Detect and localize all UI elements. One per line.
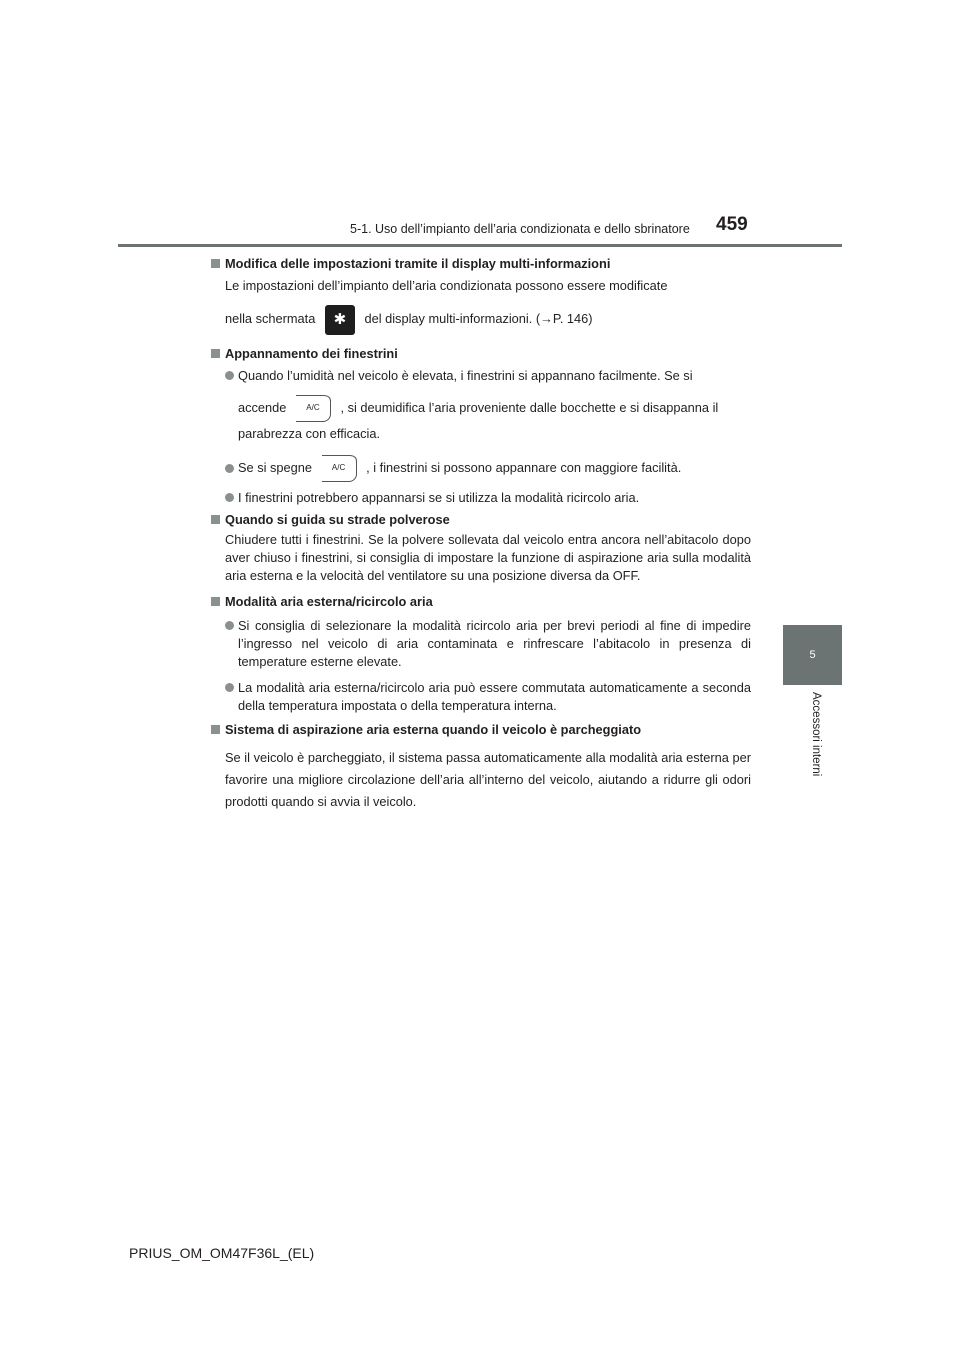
round-bullet-icon xyxy=(225,464,234,473)
square-bullet-icon xyxy=(211,515,220,524)
list-item: Si consiglia di selezionare la modalità ricircolo aria per brevi periodi al fine di impedire l’ingresso nel veicolo di aria contaminata e rinfrescare l’abitacolo in presenza di temperature esterne elevate. xyxy=(211,617,751,671)
paragraph: Se il veicolo è parcheggiato, il sistema passa automaticamente alla modalità aria esterna per favorire una migliore circolazione dell’aria all’interno del veicolo, aiutando a ridurre gli odori prodotti quando si avvia il veicolo. xyxy=(225,750,751,809)
chapter-label: Accessori interni xyxy=(810,692,822,777)
footer-code: PRIUS_OM_OM47F36L_(EL) xyxy=(129,1245,315,1261)
fan-settings-icon: ✱ xyxy=(325,305,355,335)
square-bullet-icon xyxy=(211,725,220,734)
list-item: Se si spegne A/C , i finestrini si possono appannare con maggiore facilità. xyxy=(211,453,751,483)
round-bullet-icon xyxy=(225,371,234,380)
paragraph: Le impostazioni dell’impianto dell’aria condizionata possono essere modificate xyxy=(225,278,668,293)
round-bullet-icon xyxy=(225,621,234,630)
square-bullet-icon xyxy=(211,259,220,268)
section-heading: Appannamento dei finestrini xyxy=(211,345,751,363)
list-item: I finestrini potrebbero appannarsi se si utilizza la modalità ricircolo aria. xyxy=(211,489,751,507)
list-item: Quando l’umidità nel veicolo è elevata, i finestrini si appannano facilmente. Se si xyxy=(211,367,751,385)
page-number: 459 xyxy=(716,214,748,235)
list-item-continuation: parabrezza con efficacia. xyxy=(238,426,381,441)
chapter-number: 5 xyxy=(809,649,816,661)
page-content xyxy=(211,255,751,813)
round-bullet-icon xyxy=(225,683,234,692)
chapter-tab xyxy=(783,625,842,685)
paragraph: Chiudere tutti i finestrini. Se la polvere sollevata dal veicolo entra ancora nell’abitacolo dopo aver chiuso i finestrini, si consiglia di impostare la funzione di aspirazione aria sulla modalità aria esterna e la velocità del ventilatore su una posizione diversa da OFF. xyxy=(225,532,751,583)
ac-button-icon: A/C xyxy=(322,455,357,482)
round-bullet-icon xyxy=(225,493,234,502)
section-heading: Sistema di aspirazione aria esterna quando il veicolo è parcheggiato xyxy=(211,721,751,739)
section-heading: Modalità aria esterna/ricircolo aria xyxy=(211,593,751,611)
list-item-continuation: accende A/C , si deumidifica l’aria proveniente dalle bocchette e si disappanna il xyxy=(211,393,751,423)
section-heading: Quando si guida su strade polverose xyxy=(211,511,751,529)
section-heading: Modifica delle impostazioni tramite il display multi-informazioni xyxy=(211,255,751,273)
paragraph: nella schermata ✱ del display multi-informazioni. (→P. 146) xyxy=(211,303,751,335)
header-section-title: 5-1. Uso dell’impianto dell’aria condizionata e dello sbrinatore xyxy=(350,222,690,236)
header-rule xyxy=(118,244,842,247)
square-bullet-icon xyxy=(211,597,220,606)
square-bullet-icon xyxy=(211,349,220,358)
list-item: La modalità aria esterna/ricircolo aria può essere commutata automaticamente a seconda della temperatura impostata o della temperatura interna. xyxy=(211,679,751,715)
ac-button-icon: A/C xyxy=(296,395,331,422)
